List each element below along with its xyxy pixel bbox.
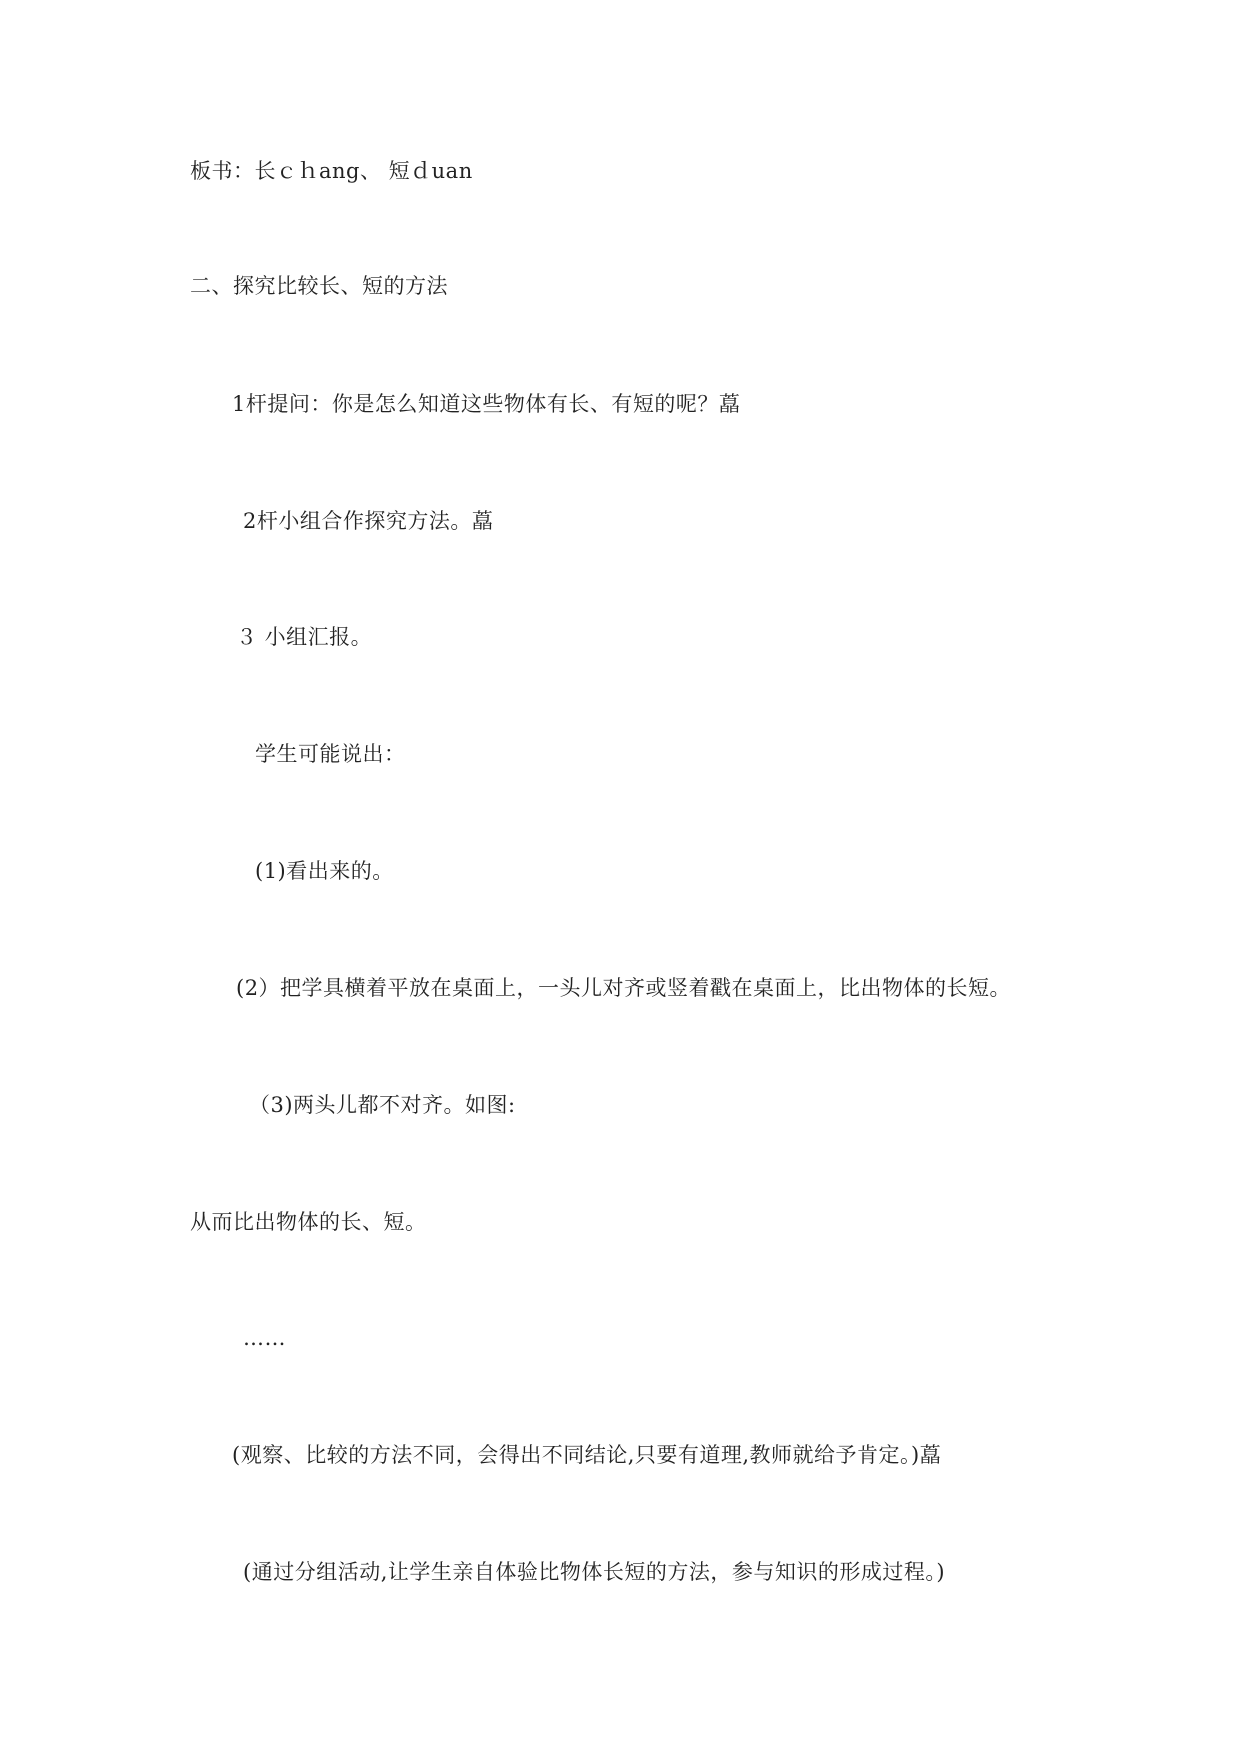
students-may-say: 学生可能说出： xyxy=(255,742,406,766)
step-1-question: 1杆提问：你是怎么知道这些物体有长、有短的呢？藠 xyxy=(232,392,741,416)
answer-1: (1)看出来的。 xyxy=(255,859,394,883)
step-2-group-work: 2杆小组合作探究方法。藠 xyxy=(243,509,494,533)
step-3-report: ３ 小组汇报。 xyxy=(236,625,373,649)
conclusion-line: 从而比出物体的长、短。 xyxy=(190,1210,427,1234)
design-note: (通过分组活动,让学生亲自体验比物体长短的方法，参与知识的形成过程。) xyxy=(243,1560,946,1584)
answer-2: (2）把学具横着平放在桌面上，一头儿对齐或竖着戳在桌面上，比出物体的长短。 xyxy=(236,976,1012,1000)
ellipsis: …… xyxy=(243,1326,286,1350)
answer-3: （3)两头儿都不对齐。如图: xyxy=(249,1093,516,1117)
teacher-note: (观察、比较的方法不同，会得出不同结论,只要有道理,教师就给予肯定。)藠 xyxy=(232,1443,942,1467)
blackboard-line: 板书：长ｃｈang、 短ｄuan xyxy=(190,159,473,183)
section-heading: 二、探究比较长、短的方法 xyxy=(190,274,448,298)
